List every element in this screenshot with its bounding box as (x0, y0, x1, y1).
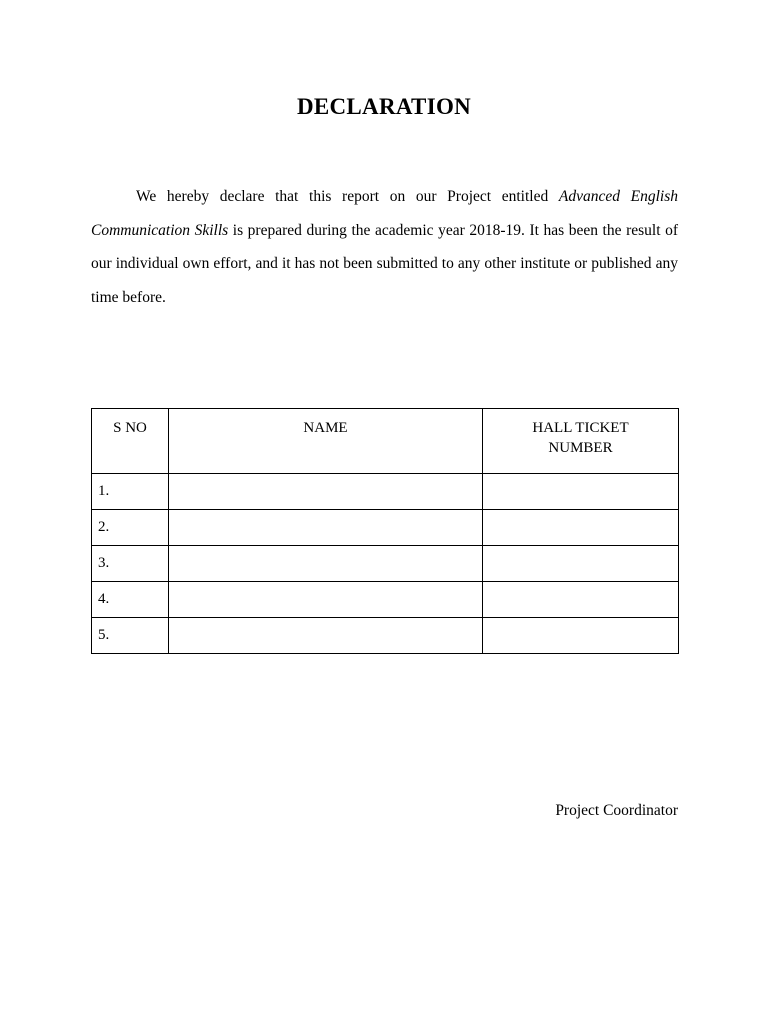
cell-hall-ticket (483, 474, 679, 510)
cell-sno: 4. (92, 582, 169, 618)
table-row (92, 582, 679, 618)
cell-sno: 1. (92, 474, 169, 510)
cell-sno: 2. (92, 510, 169, 546)
header-name: NAME (169, 409, 483, 474)
table-header-row (92, 409, 679, 474)
declaration-paragraph (91, 180, 678, 314)
header-hall-ticket-label: HALL TICKET NUMBER (532, 420, 629, 456)
cell-name (169, 546, 483, 582)
paragraph-text-end: is prepared during the academic year 2018-19. It has been the result of our individual own effort, and it has not been submitted to any other institute or published any time before. (91, 221, 678, 306)
cell-name (169, 510, 483, 546)
cell-hall-ticket (483, 546, 679, 582)
cell-hall-ticket (483, 510, 679, 546)
cell-sno: 3. (92, 546, 169, 582)
cell-name (169, 474, 483, 510)
members-table (91, 408, 679, 654)
table-row (92, 546, 679, 582)
table-row (92, 510, 679, 546)
cell-sno: 5. (92, 618, 169, 654)
signature-label: Project Coordinator (555, 802, 678, 819)
table-row (92, 618, 679, 654)
header-hall-ticket (483, 409, 679, 474)
cell-name (169, 582, 483, 618)
paragraph-text-start: We hereby declare that this report on our Project entitled (136, 188, 559, 205)
header-sno: S NO (92, 409, 169, 474)
project-title: Advanced English Communication Skills (91, 188, 678, 239)
cell-hall-ticket (483, 582, 679, 618)
cell-name (169, 618, 483, 654)
cell-hall-ticket (483, 618, 679, 654)
table-row (92, 474, 679, 510)
page-title: DECLARATION (296, 94, 472, 119)
